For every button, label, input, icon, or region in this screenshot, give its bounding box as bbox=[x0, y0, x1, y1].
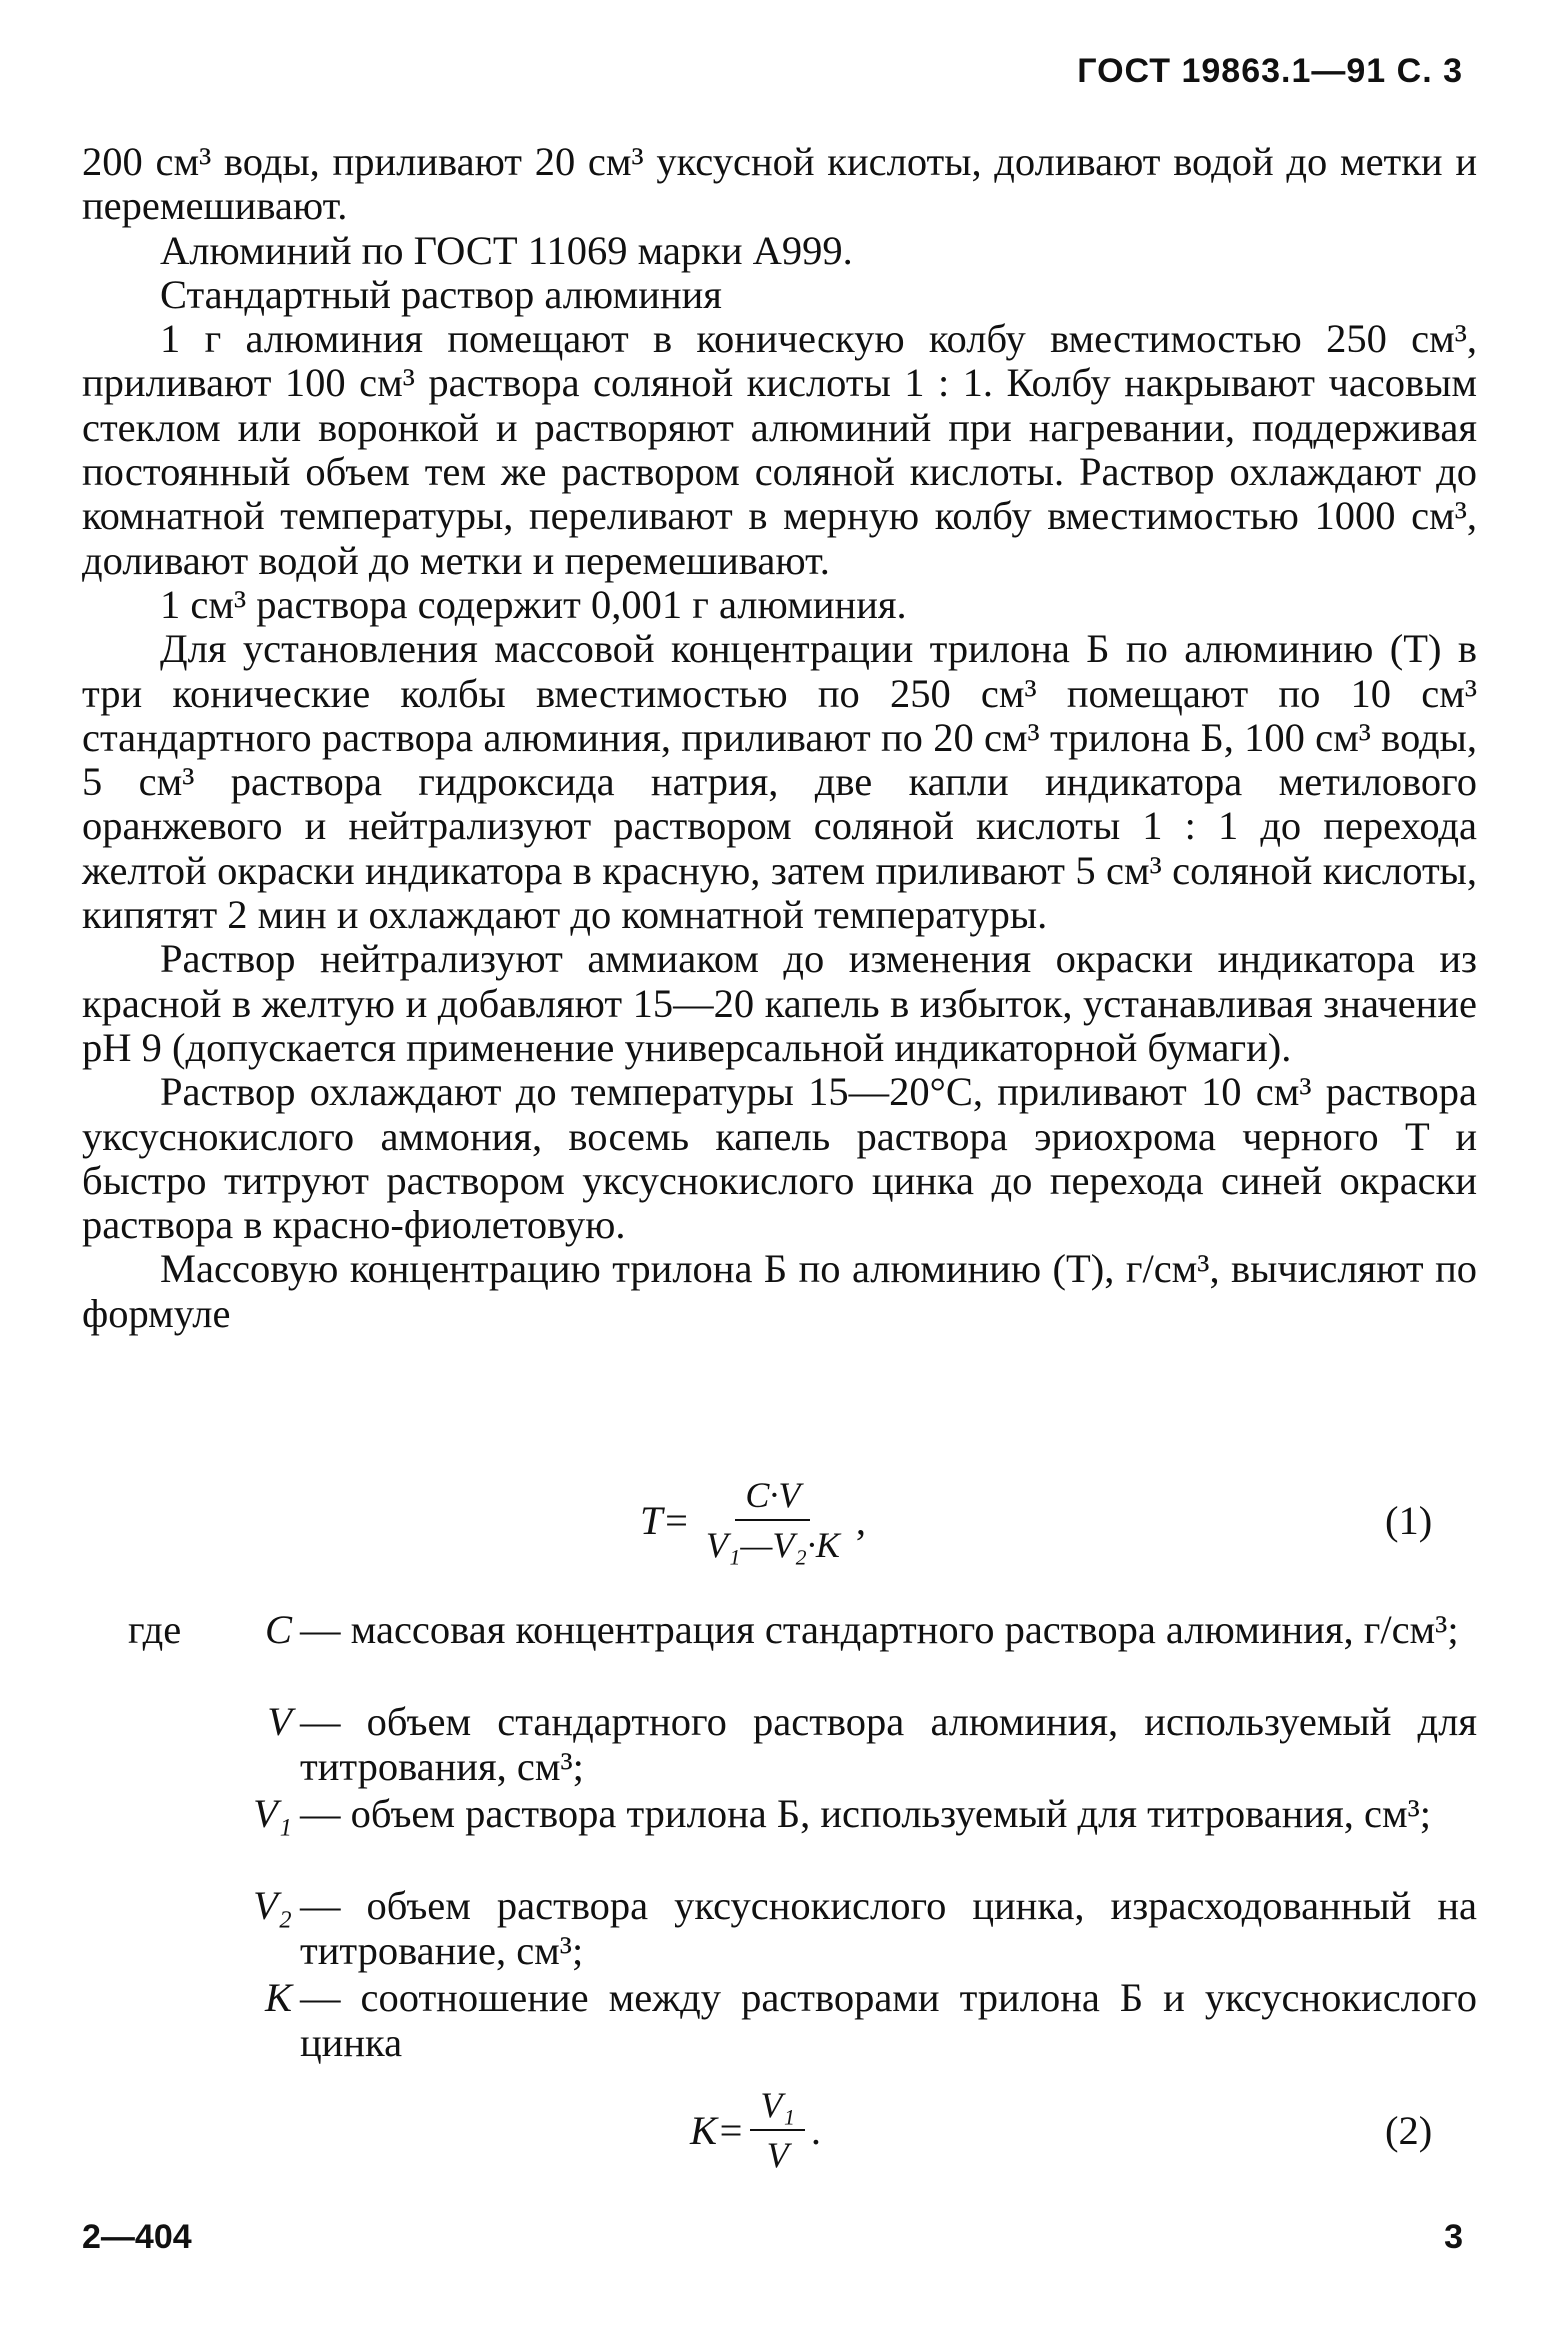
paragraph: Для установления массовой концентрации трилона Б по алюминию (T) в три конические колбы вместимостью по 250 см³ помещают по 10 см³ стандартного раствора алюминия, приливают по 20 см³ трилона Б, 100 см³ воды, 5 см³ раствора гидроксида натрия, две капли индикатора метилового оранжевого и нейтрализуют раствором соляной кислоты 1 : 1 до перехода желтой окраски индикатора в красную, затем приливают 5 см³ соляной кислоты, кипятят 2 мин и охлаждают до комнатной температуры. bbox=[82, 626, 1477, 938]
body-text bbox=[82, 140, 1477, 1336]
formula-2-lhs: K= bbox=[690, 2107, 745, 2153]
formula-1-trail: , bbox=[855, 1497, 867, 1543]
footer-sheet-mark: 2—404 bbox=[82, 2218, 192, 2256]
formula-2-trail: . bbox=[810, 2107, 821, 2153]
formula-2 bbox=[0, 2085, 1555, 2195]
formula-1-number: (1) bbox=[1385, 1498, 1433, 1543]
definition-text: — объем раствора трилона Б, используемый для титрования, см³; bbox=[300, 1791, 1431, 1836]
page-header: ГОСТ 19863.1—91 С. 3 bbox=[1077, 52, 1463, 90]
definition-symbol: K bbox=[264, 1975, 292, 2020]
paragraph: Раствор нейтрализуют аммиаком до изменения окраски индикатора из красной в желтую и добавляют 15—20 капель в избыток, устанавливая значение pH 9 (допускается применение универсальной индикаторной бумаги). bbox=[82, 936, 1477, 1070]
definition-text: — массовая концентрация стандартного раствора алюминия, г/см³; bbox=[300, 1607, 1459, 1652]
paragraph: Алюминий по ГОСТ 11069 марки А999. bbox=[160, 227, 853, 273]
paragraph: 1 г алюминия помещают в коническую колбу вместимостью 250 см³, приливают 100 см³ раствора соляной кислоты 1 : 1. Колбу накрывают часовым стеклом или воронкой и растворяют алюминий при нагревании, поддерживая постоянный объем тем же раствором соляной кислоты. Раствор охлаждают до комнатной температуры, переливают в мерную колбу вместимостью 1000 см³, доливают водой до метки и перемешивают. bbox=[82, 316, 1477, 583]
footer-page-number: 3 bbox=[1444, 2218, 1463, 2256]
formula-1 bbox=[0, 1475, 1555, 1585]
formula-2-numerator: V₁ bbox=[750, 2085, 805, 2131]
definition-symbol: V₁ bbox=[253, 1791, 292, 1836]
formula-2-number: (2) bbox=[1385, 2108, 1433, 2153]
paragraph: Массовую концентрацию трилона Б по алюминию (T), г/см³, вычисляют по формуле bbox=[82, 1246, 1477, 1336]
formula-1-denominator: V₁—V₂·K bbox=[705, 1525, 840, 1565]
formula-1-fraction bbox=[696, 1475, 850, 1565]
formula-1-numerator: C·V bbox=[735, 1475, 810, 1521]
definition-text: — объем раствора уксуснокислого цинка, израсходованный на титрование, см³; bbox=[300, 1883, 1477, 1973]
formula-2-fraction bbox=[750, 2085, 805, 2175]
definition-symbol: V bbox=[267, 1699, 292, 1744]
definition-text: — объем стандартного раствора алюминия, используемый для титрования, см³; bbox=[300, 1699, 1477, 1789]
paragraph: 1 см³ раствора содержит 0,001 г алюминия. bbox=[160, 581, 907, 627]
definition-symbol: C bbox=[264, 1607, 292, 1652]
definition-text: — соотношение между растворами трилона Б и уксуснокислого цинка bbox=[300, 1975, 1477, 2065]
formula-2-denominator: V bbox=[766, 2135, 789, 2175]
section-heading: Стандартный раствор алюминия bbox=[160, 271, 722, 317]
formula-1-lhs: T= bbox=[640, 1497, 690, 1543]
definition-lead: где bbox=[128, 1607, 182, 1652]
definition-symbol: V₂ bbox=[253, 1883, 292, 1928]
paragraph: 200 см³ воды, приливают 20 см³ уксусной кислоты, доливают водой до метки и перемешивают. bbox=[82, 139, 1477, 229]
paragraph: Раствор охлаждают до температуры 15—20°С, приливают 10 см³ раствора уксуснокислого аммония, восемь капель раствора эриохрома черного T и быстро титруют раствором уксуснокислого цинка до перехода синей окраски раствора в красно-фиолетовую. bbox=[82, 1069, 1477, 1248]
